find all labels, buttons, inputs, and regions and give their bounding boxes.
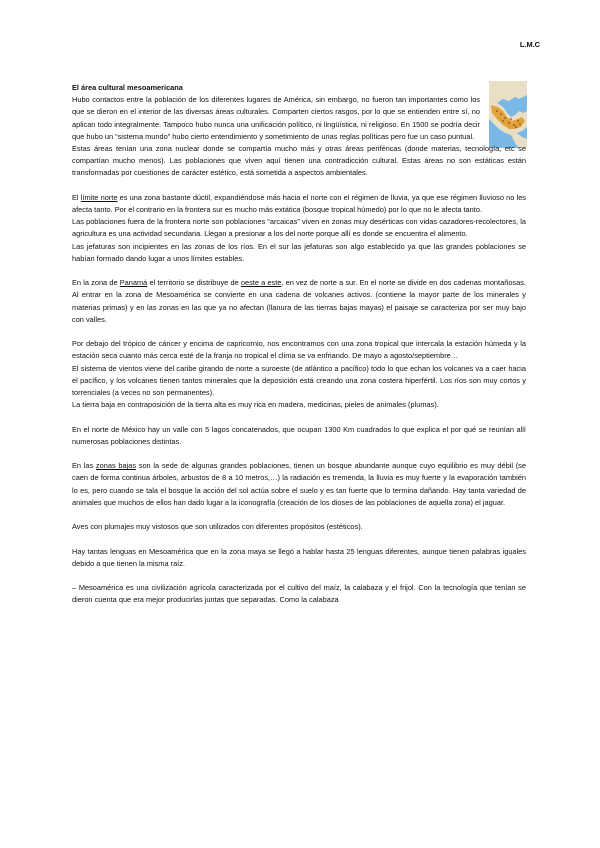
panama-post-text: , en vez de norte a sur. En el norte se divide en dos cadenas montañosas. Al entrar en la zona de Mesoamérica se convierte en una cadena de volcanes activos. (contiene la mayor parte de los minerales y materias primas) y en las zonas en las que ya no afectan (llanura de las tierras bajas mayas) el paisaje se caracteriza por ser muy bajo con valles. — [72, 278, 526, 324]
tierra-baja-paragraph: La tierra baja en contraposición de la tierra alta es muy rica en madera, medicinas, pieles de animales (plumas). — [72, 400, 439, 410]
panama-pre-text: En la zona de — [72, 278, 120, 288]
limite-pre-text: El — [72, 192, 81, 202]
mexico-paragraph: En el norte de México hay un valle con 5 lagos concatenados, que ocupan 1300 Km cuadrados lo que explica el por qué se reunían allí numerosas poblaciones distintas. — [72, 424, 526, 446]
lenguas-paragraph: Hay tantas lenguas en Mesoamérica que en la zona maya se llegó a hablar hasta 25 lenguas diferentes, aunque tienen palabras iguales debido a que tienen la misma raíz. — [72, 546, 526, 568]
zonas-bajas-paragraph — [72, 460, 526, 509]
bajas-post-text: son la sede de algunas grandes poblaciones, tienen un bosque abundante aunque cuyo equilibrio es muy débil (se caen de forma continua árboles, arbustos de 8 a 10 metros,…) la radiación es tremenda, la lluvia es muy fuerte y la evaporación también lo es, pero cuando se tala el bosque la acción del sol actúa sobre el suelo y es tan fuerte que lo termina dañando. Hay tanta variedad de animales que muchos de ellos han dado lugar a la iconografía (creación de los dioses de las poblaciones de aquella zona) el jaguar. — [72, 461, 526, 507]
intro-section — [72, 82, 480, 143]
bajas-pre-text: En las — [72, 461, 96, 471]
intro-paragraph: Hubo contactos entre la población de los diferentes lugares de América, sin embargo, no fueron tan importantes como los que se dieron en el interior de las diversas áreas culturales. Comparten ciertos rasgos, por lo que se entienden entre sí, no aplican todo integralmente. Tampoco hubo nunca una unificación político, ni lingüística, ni religioso. En 1500 se podría decir que hubo un “sistema mundo” hubo cierto entendimiento y sometimiento de unas reglas políticas pero fue un caso puntual. — [72, 95, 480, 141]
limite-norte-term: límite norte — [80, 192, 118, 202]
limite-post-text: es una zona bastante dúctil, expandiéndose más hacia el norte con el régimen de lluvia, ya que ese régimen lluvioso no les afecta tanto. Por el contrario en la frontera sur es mucho más extática (bosque tropical húmedo) por lo que no le afecta tanto. — [72, 192, 527, 215]
panama-mid-text: el territorio se distribuye de — [147, 278, 241, 288]
jefaturas-paragraph: Las jefaturas son incipientes en las zonas de los ríos. En el sur las jefaturas son algo establecido ya que las grandes poblaciones se habían formado dando lugar a unos límites estables. — [72, 241, 526, 263]
areas-paragraph: Estas áreas tenían una zona nuclear donde se compartía mucho más y otras áreas periféricas (donde materias, tecnología, etc se compartían mucho menos). Las poblaciones que viven aquí tienen una contradicción cultural. Estas áreas no son estáticas están transformadas por cuestiones de carácter estético, está sometida a aspectos ambientales. — [72, 144, 526, 178]
panama-term: Panamá — [119, 278, 148, 288]
limite-norte-paragraph — [72, 192, 526, 216]
vientos-paragraph: El sistema de vientos viene del caribe girando de norte a suroeste (de atlántico a pacífico) todo lo que echan los volcanes va a caer hacia el pacífico, y los volcanes tienen tantos minerales que la deposición está creando una zona costera hiperfértil. Los ríos son muy cortos y torrenciales (a veces no son permanentes). — [72, 363, 526, 398]
section-title: El área cultural mesoamericana — [72, 83, 183, 92]
aves-paragraph: Aves con plumajes muy vistosos que son utilizados con diferentes propósitos (estéticos). — [72, 522, 363, 532]
tropico-paragraph: Por debajo del trópico de cáncer y encima de capricornio, nos encontramos con una zona tropical que intercala la estación húmeda y la estación seca cuanto más cerca esté de la franja no tropical el clima se va enfriando. De mayo a agosto/septiembre… — [72, 339, 526, 361]
panama-paragraph — [72, 277, 526, 326]
author-initials: L.M.C — [519, 40, 540, 49]
poblaciones-paragraph: Las poblaciones fuera de la frontera norte son poblaciones “arcaicas” viven en zonas muy desérticas con vidas cazadores-recolectores, la agricultura es una actividad secundaria. Llegan a presionar a los del norte porque allí es donde se encuentra el alimento. — [72, 217, 526, 239]
zonas-bajas-term: zonas bajas — [95, 461, 137, 471]
oeste-a-este-term: oeste a este — [240, 278, 282, 288]
document-body — [72, 82, 526, 607]
agricola-paragraph: – Mesoamérica es una civilización agrícola caracterizada por el cultivo del maíz, la calabaza y el frijol. Con la tecnología que tenían se dieron cuenta que era mejor producirlas juntas que separadas. Como la calabaza — [72, 583, 526, 605]
